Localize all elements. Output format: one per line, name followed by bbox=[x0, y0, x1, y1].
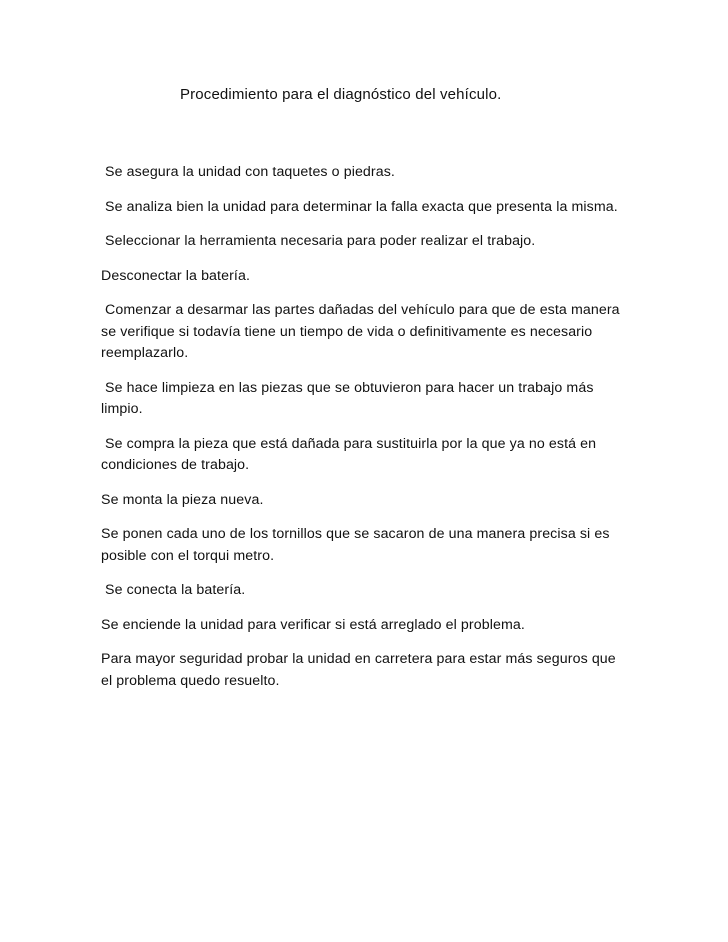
paragraph-3: Seleccionar la herramienta necesaria para poder realizar el trabajo. bbox=[101, 233, 536, 249]
paragraph-9: Se ponen cada uno de los tornillos que se sacaron de una manera precisa si es posible con el torqui metro. bbox=[101, 526, 614, 564]
paragraph-6: Se hace limpieza en las piezas que se obtuvieron para hacer un trabajo más limpio. bbox=[101, 379, 598, 417]
paragraph-4: Desconectar la batería. bbox=[101, 267, 250, 284]
paragraph-8: Se monta la pieza nueva. bbox=[101, 491, 264, 508]
paragraph-12: Para mayor seguridad probar la unidad en carretera para estar más seguros que el problema quedo resuelto. bbox=[101, 651, 620, 689]
document-title: Procedimiento para el diagnóstico del vehículo. bbox=[180, 86, 502, 103]
paragraph-1: Se asegura la unidad con taquetes o piedras. bbox=[101, 164, 395, 180]
paragraph-2: Se analiza bien la unidad para determinar la falla exacta que presenta la misma. bbox=[101, 198, 618, 215]
paragraph-7: Se compra la pieza que está dañada para sustituirla por la que ya no está en condiciones de trabajo. bbox=[101, 435, 601, 473]
paragraph-5: Comenzar a desarmar las partes dañadas del vehículo para que de esta manera se verifique si todavía tiene un tiempo de vida o definitivamente es necesario reemplazarlo. bbox=[101, 302, 624, 361]
paragraph-11: Se enciende la unidad para verificar si está arreglado el problema. bbox=[101, 616, 525, 633]
document-body bbox=[101, 162, 624, 705]
paragraph-10: Se conecta la batería. bbox=[101, 582, 246, 598]
